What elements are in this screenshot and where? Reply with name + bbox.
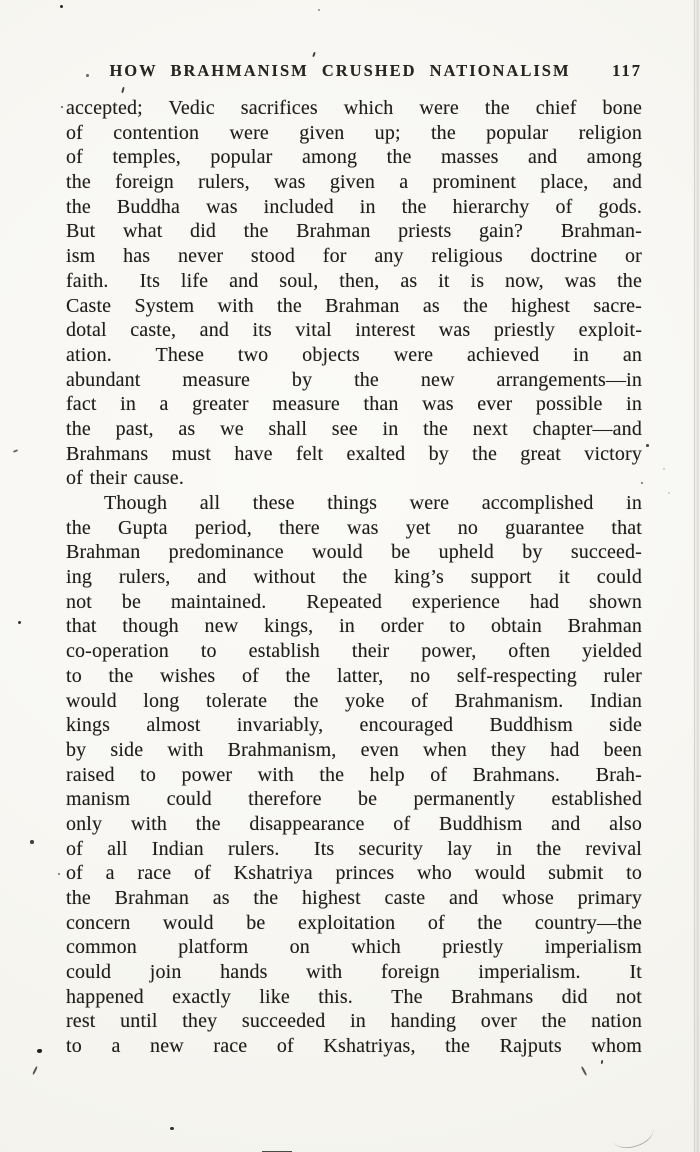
text-line: of a race of Kshatriya princes who would submit to	[66, 862, 642, 885]
text-line: raised to power with the help of Brahmans. Brah-	[66, 763, 642, 786]
pencil-mark	[609, 1116, 657, 1152]
text-line: concern would be exploitation of the country—the	[66, 911, 642, 934]
text-line: of all Indian rulers. Its security lay in the revival	[66, 837, 642, 860]
ink-speck	[318, 9, 320, 11]
page-number: 117	[612, 61, 642, 80]
page-title: HOW BRAHMANISM CRUSHED NATIONALISM	[109, 61, 571, 80]
text-line: Caste System with the Brahman as the highest sacre-	[66, 294, 642, 317]
text-line: But what did the Brahman priests gain? Brahman-	[66, 220, 642, 243]
text-line-paragraph-start: Though all these things were accomplished in	[104, 492, 642, 514]
text-line: could join hands with foreign imperialism. It	[66, 961, 642, 984]
ink-speck	[30, 840, 34, 844]
text-line: to the wishes of the latter, no self-respecting ruler	[66, 664, 642, 687]
text-line: not be maintained. Repeated experience had shown	[66, 590, 642, 613]
body-text	[66, 96, 642, 1059]
text-line: accepted; Vedic sacrifices which were the chief bone	[66, 97, 642, 119]
text-line: the foreign rulers, was given a prominent place, and	[66, 171, 642, 194]
text-line: the past, as we shall see in the next chapter—and	[66, 417, 642, 440]
ink-speck	[37, 1049, 42, 1053]
text-line: dotal caste, and its vital interest was priestly exploit-	[66, 319, 642, 342]
text-line: that though new kings, in order to obtain Brahman	[66, 615, 642, 638]
ink-speck	[581, 1066, 587, 1076]
text-line: of temples, popular among the masses and among	[66, 146, 642, 169]
text-line: only with the disappearance of Buddhism and also	[66, 812, 642, 835]
text-line: ation. These two objects were achieved in an	[66, 343, 642, 366]
ink-speck	[58, 873, 60, 875]
ink-speck	[13, 449, 18, 453]
text-line: the Buddha was included in the hierarchy of gods.	[66, 195, 642, 218]
text-line: Brahman predominance would be upheld by succeed-	[66, 541, 642, 564]
running-header	[66, 61, 642, 83]
text-line: by side with Brahmanism, even when they had been	[66, 738, 642, 761]
ink-speck	[170, 1127, 174, 1130]
text-line: common platform on which priestly imperialism	[66, 936, 642, 959]
ink-speck	[121, 87, 125, 93]
text-line: to a new race of Kshatriyas, the Rajputs whom	[66, 1035, 642, 1058]
ink-speck	[668, 492, 670, 494]
text-line: Brahmans must have felt exalted by the great victory	[66, 442, 642, 465]
text-line: fact in a greater measure than was ever possible in	[66, 393, 642, 416]
text-line: manism could therefore be permanently established	[66, 788, 642, 811]
text-line: kings almost invariably, encouraged Buddhism side	[66, 714, 642, 737]
text-line: ing rulers, and without the king’s support it could	[66, 566, 642, 589]
text-line: co-operation to establish their power, often yielded	[66, 640, 642, 663]
text-line: of contention were given up; the popular religion	[66, 121, 642, 144]
ink-speck	[61, 106, 63, 108]
text-line: rest until they succeeded in handing over the nation	[66, 1010, 642, 1033]
scan-edge-line	[694, 0, 696, 1152]
ink-speck	[18, 621, 21, 624]
ink-speck	[312, 52, 316, 57]
ink-speck	[646, 444, 649, 447]
ink-speck	[32, 1066, 38, 1075]
text-line: abundant measure by the new arrangements—in	[66, 368, 642, 391]
text-line: would long tolerate the yoke of Brahmanism. Indian	[66, 689, 642, 712]
text-line-paragraph-end: of their cause.	[66, 467, 184, 490]
text-line: happened exactly like this. The Brahmans did not	[66, 985, 642, 1008]
text-line: the Brahman as the highest caste and whose primary	[66, 887, 642, 909]
text-line: ism has never stood for any religious doctrine or	[66, 245, 642, 268]
ink-speck	[663, 468, 665, 470]
ink-speck	[601, 1060, 604, 1064]
text-line: the Gupta period, there was yet no guarantee that	[66, 516, 642, 539]
ink-speck	[60, 5, 63, 8]
text-line: faith. Its life and soul, then, as it is now, was the	[66, 269, 642, 292]
